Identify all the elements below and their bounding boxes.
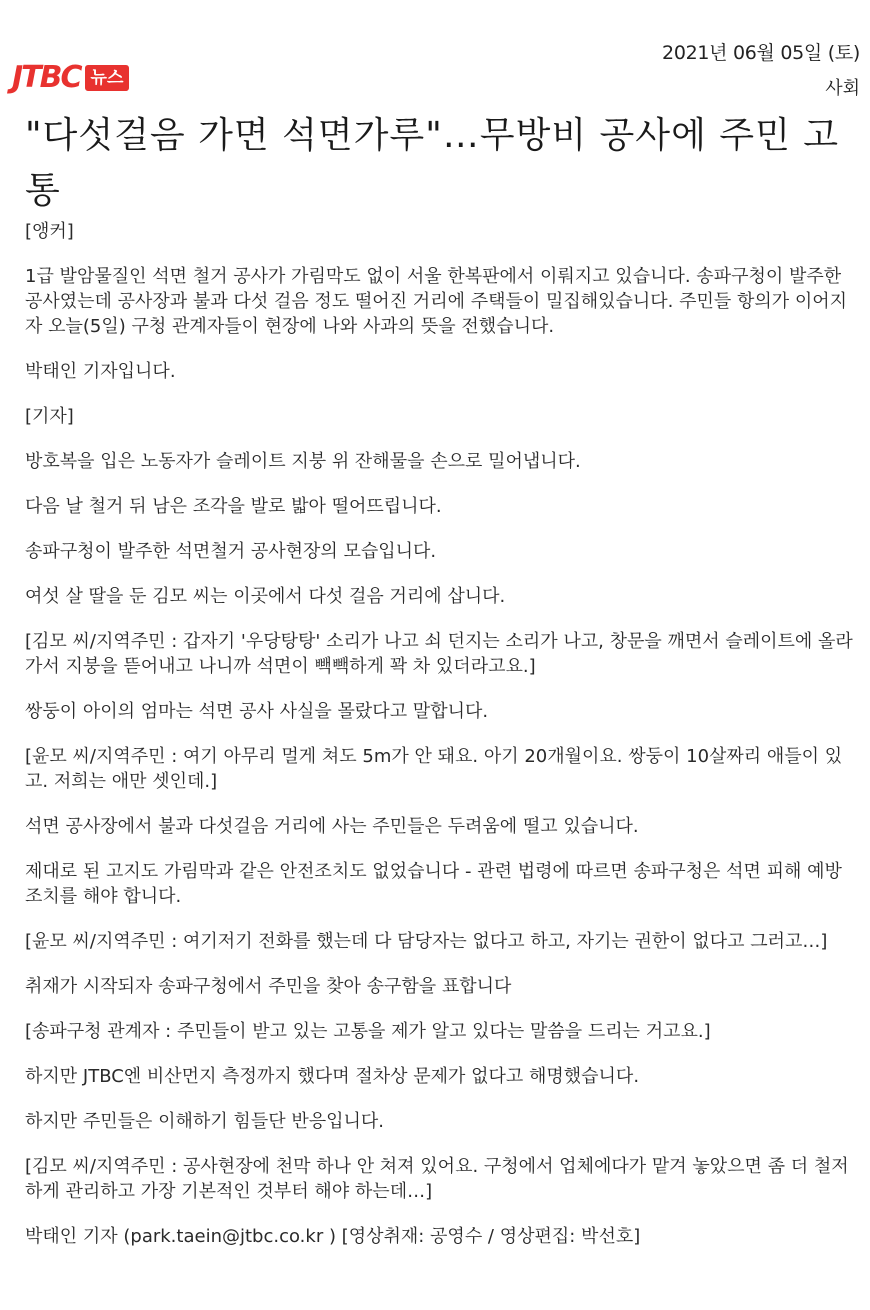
body-paragraph: 여섯 살 딸을 둔 김모 씨는 이곳에서 다섯 걸음 거리에 삽니다. xyxy=(25,586,506,607)
article-header xyxy=(0,0,870,110)
interview-quote: [김모 씨/지역주민 : 갑자기 '우당탕탕' 소리가 나고 쇠 던지는 소리가 나고, 창문을 깨면서 슬레이트에 올라가서 지붕을 뜯어내고 나니까 석면이 빽빽하게 꽉 차 있더라고요.] xyxy=(25,631,853,677)
interview-quote: [송파구청 관계자 : 주민들이 받고 있는 고통을 제가 알고 있다는 말씀을 드리는 거고요.] xyxy=(25,1021,711,1042)
body-paragraph: 쌍둥이 아이의 엄마는 석면 공사 사실을 몰랐다고 말합니다. xyxy=(25,701,489,722)
interview-quote: [윤모 씨/지역주민 : 여기저기 전화를 했는데 다 담당자는 없다고 하고, 자기는 권한이 없다고 그러고…] xyxy=(25,931,828,952)
publish-date: 2021년 06월 05일 (토) xyxy=(662,42,860,64)
logo-news-badge: 뉴스 xyxy=(85,65,130,91)
interview-quote: [김모 씨/지역주민 : 공사현장에 천막 하나 안 쳐져 있어요. 구청에서 업체에다가 맡겨 놓았으면 좀 더 철저하게 관리하고 가장 기본적인 것부터 해야 하는데…] xyxy=(25,1156,849,1202)
body-paragraph: 송파구청이 발주한 석면철거 공사현장의 모습입니다. xyxy=(25,541,437,562)
body-paragraph: 방호복을 입은 노동자가 슬레이트 지붕 위 잔해물을 손으로 밀어냅니다. xyxy=(25,451,581,472)
lead-paragraph: 1급 발암물질인 석면 철거 공사가 가림막도 없이 서울 한복판에서 이뤄지고 있습니다. 송파구청이 발주한 공사였는데 공사장과 불과 다섯 걸음 정도 떨어진 거리에 주택들이 밀집해있습니다. 주민들 항의가 이어지자 오늘(5일) 구청 관계자들이 현장에 나와 사과의 뜻을 전했습니다. xyxy=(25,266,848,337)
interview-quote: [윤모 씨/지역주민 : 여기 아무리 멀게 쳐도 5m가 안 돼요. 아기 20개월이요. 쌍둥이 10살짜리 애들이 있고. 저희는 애만 셋인데.] xyxy=(25,746,843,792)
body-paragraph: 다음 날 철거 뒤 남은 조각을 발로 밟아 떨어뜨립니다. xyxy=(25,496,442,517)
reporter-marker: [기자] xyxy=(25,406,74,427)
body-paragraph: 하지만 JTBC엔 비산먼지 측정까지 했다며 절차상 문제가 없다고 해명했습니다. xyxy=(25,1066,640,1087)
article-body xyxy=(25,219,853,1269)
body-paragraph: 제대로 된 고지도 가림막과 같은 안전조치도 없었습니다 - 관련 법령에 따르면 송파구청은 석면 피해 예방조치를 해야 합니다. xyxy=(25,861,842,907)
reporter-intro: 박태인 기자입니다. xyxy=(25,361,176,382)
body-paragraph: 하지만 주민들은 이해하기 힘들단 반응입니다. xyxy=(25,1111,384,1132)
logo-brand: JTBC xyxy=(12,60,81,95)
body-paragraph: 취재가 시작되자 송파구청에서 주민을 찾아 송구함을 표합니다 xyxy=(25,976,512,997)
body-paragraph: 석면 공사장에서 불과 다섯걸음 거리에 사는 주민들은 두려움에 떨고 있습니다. xyxy=(25,816,639,837)
jtbc-news-logo[interactable] xyxy=(12,61,129,95)
byline: 박태인 기자 (park.taein@jtbc.co.kr ) [영상취재: 공영수 / 영상편집: 박선호] xyxy=(25,1226,641,1247)
anchor-marker: [앵커] xyxy=(25,221,74,242)
section-label[interactable]: 사회 xyxy=(825,78,860,99)
article-title: "다섯걸음 가면 석면가루"…무방비 공사에 주민 고통 xyxy=(25,115,840,211)
